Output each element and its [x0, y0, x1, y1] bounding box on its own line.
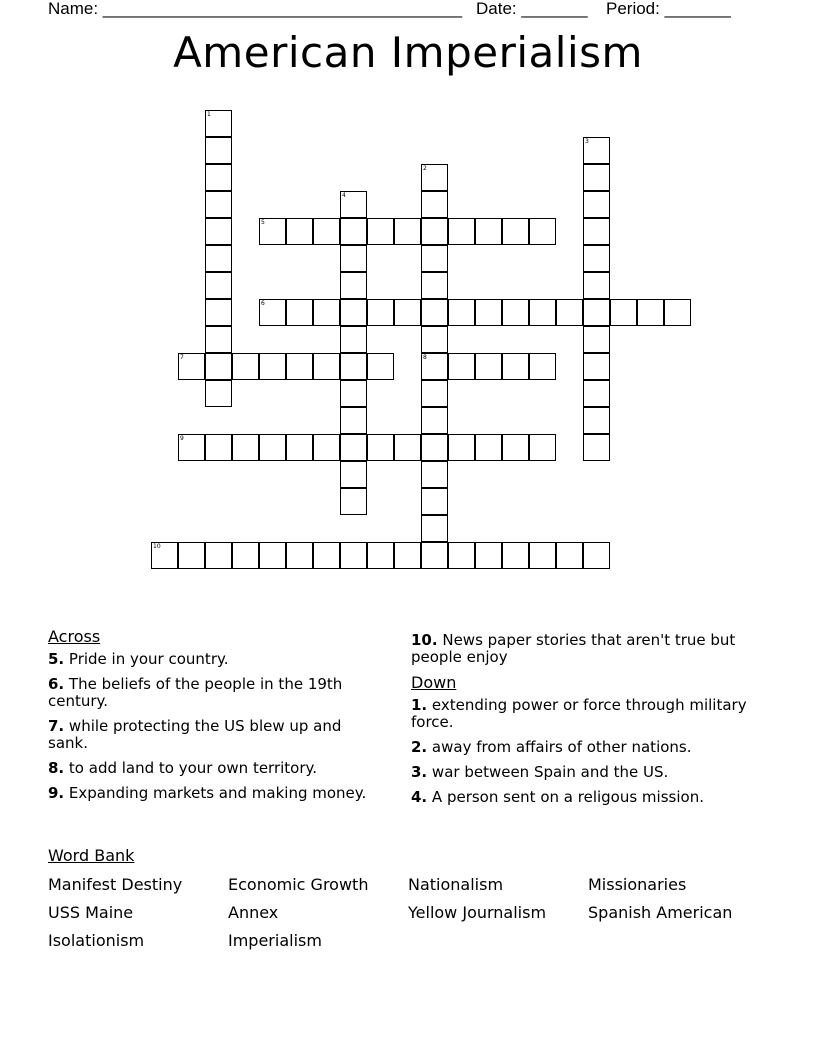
crossword-cell[interactable]	[286, 353, 313, 380]
crossword-cell[interactable]	[421, 218, 448, 245]
crossword-cell[interactable]	[448, 434, 475, 461]
crossword-cell[interactable]	[340, 299, 367, 326]
crossword-cell[interactable]	[502, 218, 529, 245]
crossword-cell[interactable]	[583, 434, 610, 461]
crossword-cell[interactable]	[475, 353, 502, 380]
crossword-cell[interactable]	[448, 299, 475, 326]
crossword-cell[interactable]	[529, 542, 556, 569]
crossword-cell[interactable]	[286, 299, 313, 326]
clue-across-7: 7. while protecting the US blew up and sank.	[48, 717, 342, 752]
crossword-cell[interactable]	[664, 299, 691, 326]
crossword-cell[interactable]	[583, 380, 610, 407]
crossword-cell[interactable]	[340, 353, 367, 380]
crossword-cell[interactable]	[367, 542, 394, 569]
crossword-cell[interactable]	[178, 542, 205, 569]
crossword-cell[interactable]	[421, 515, 448, 542]
down-heading: Down	[411, 673, 457, 692]
crossword-cell[interactable]	[583, 407, 610, 434]
crossword-cell[interactable]	[637, 299, 664, 326]
crossword-cell[interactable]	[529, 434, 556, 461]
word-bank-item: Manifest Destiny	[48, 875, 183, 894]
clue-down-1: 1. extending power or force through military force.	[411, 696, 747, 731]
crossword-cell[interactable]	[475, 299, 502, 326]
crossword-cell[interactable]	[583, 353, 610, 380]
crossword-cell[interactable]	[205, 542, 232, 569]
word-bank	[48, 846, 768, 950]
crossword-cell[interactable]	[313, 218, 340, 245]
word-bank-item: Missionaries	[588, 875, 687, 894]
crossword-cell[interactable]	[205, 380, 232, 407]
crossword-cell[interactable]	[421, 326, 448, 353]
crossword-cell[interactable]	[421, 191, 448, 218]
clue-down-4: 4. A person sent on a religous mission.	[411, 788, 704, 806]
crossword-cell[interactable]	[421, 407, 448, 434]
crossword-cell[interactable]	[259, 299, 286, 326]
crossword-cell[interactable]	[583, 218, 610, 245]
down-clues	[411, 632, 771, 814]
crossword-cell[interactable]	[421, 272, 448, 299]
crossword-cell[interactable]	[583, 137, 610, 164]
date-field-label: Date: _______	[476, 0, 588, 18]
crossword-cell[interactable]	[340, 245, 367, 272]
crossword-cell[interactable]	[313, 299, 340, 326]
crossword-cell[interactable]	[340, 434, 367, 461]
crossword-cell[interactable]	[205, 137, 232, 164]
clue-number: 7	[180, 354, 184, 361]
crossword-cell[interactable]	[340, 272, 367, 299]
crossword-cell[interactable]	[232, 434, 259, 461]
word-bank-item: Nationalism	[408, 875, 504, 894]
period-field-label: Period: _______	[606, 0, 731, 18]
crossword-cell[interactable]	[367, 353, 394, 380]
crossword-cell[interactable]	[421, 245, 448, 272]
crossword-cell[interactable]	[259, 353, 286, 380]
crossword-cell[interactable]	[394, 434, 421, 461]
clue-number: 10	[153, 543, 161, 550]
crossword-cell[interactable]	[259, 218, 286, 245]
crossword-cell[interactable]	[313, 353, 340, 380]
clue-across-9: 9. Expanding markets and making money.	[48, 784, 367, 802]
crossword-cell[interactable]	[340, 191, 367, 218]
crossword-cell[interactable]	[367, 434, 394, 461]
clue-number: 1	[207, 111, 211, 118]
word-bank-item: Annex	[228, 903, 279, 922]
crossword-cell[interactable]	[205, 434, 232, 461]
clue-number: 3	[585, 138, 589, 145]
crossword-cell[interactable]	[421, 299, 448, 326]
crossword-cell[interactable]	[448, 218, 475, 245]
word-bank-item: Spanish American	[588, 903, 733, 922]
crossword-cell[interactable]	[205, 272, 232, 299]
crossword-cell[interactable]	[340, 407, 367, 434]
crossword-cell[interactable]	[205, 164, 232, 191]
crossword-cell[interactable]	[367, 218, 394, 245]
crossword-cell[interactable]	[556, 299, 583, 326]
crossword-cell[interactable]	[583, 164, 610, 191]
page-title: American Imperialism	[173, 28, 643, 77]
clue-across-5: 5. Pride in your country.	[48, 650, 229, 668]
clue-number: 9	[180, 435, 184, 442]
crossword-cell[interactable]	[178, 353, 205, 380]
word-bank-heading: Word Bank	[48, 846, 135, 865]
clue-across-6: 6. The beliefs of the people in the 19th century.	[48, 675, 343, 710]
crossword-cell[interactable]	[205, 191, 232, 218]
crossword-cell[interactable]	[529, 299, 556, 326]
crossword-cell[interactable]	[205, 353, 232, 380]
crossword-cell[interactable]	[421, 488, 448, 515]
crossword-cell[interactable]	[556, 542, 583, 569]
clue-down-3: 3. war between Spain and the US.	[411, 763, 669, 781]
crossword-cell[interactable]	[340, 326, 367, 353]
crossword-cell[interactable]	[610, 299, 637, 326]
crossword-cell[interactable]	[259, 542, 286, 569]
clue-number: 8	[423, 354, 427, 361]
clue-across-10: 10. News paper stories that aren't true but people enjoy	[411, 631, 736, 666]
crossword-cell[interactable]	[583, 191, 610, 218]
crossword-cell[interactable]	[259, 434, 286, 461]
crossword-cell[interactable]	[394, 218, 421, 245]
word-bank-item: Isolationism	[48, 931, 145, 950]
crossword-cell[interactable]	[583, 299, 610, 326]
crossword-cell[interactable]	[529, 353, 556, 380]
clue-across-8: 8. to add land to your own territory.	[48, 759, 318, 777]
across-clues	[48, 628, 378, 810]
crossword-cell[interactable]	[340, 218, 367, 245]
word-bank-item: Yellow Journalism	[408, 903, 547, 922]
crossword-cell[interactable]	[178, 434, 205, 461]
crossword-cell[interactable]	[475, 218, 502, 245]
crossword-cell[interactable]	[205, 110, 232, 137]
clue-number: 6	[261, 300, 265, 307]
crossword-cell[interactable]	[205, 299, 232, 326]
clue-number: 2	[423, 165, 427, 172]
crossword-cell[interactable]	[502, 299, 529, 326]
word-bank-item: Imperialism	[228, 931, 322, 950]
crossword-cell[interactable]	[583, 272, 610, 299]
crossword-cell[interactable]	[367, 299, 394, 326]
word-bank-list	[48, 875, 768, 950]
crossword-cell[interactable]	[286, 434, 313, 461]
crossword-cell[interactable]	[529, 218, 556, 245]
crossword-cell[interactable]	[205, 245, 232, 272]
word-bank-item: Economic Growth	[228, 875, 369, 894]
crossword-cell[interactable]	[394, 299, 421, 326]
clue-number: 5	[261, 219, 265, 226]
crossword-cell[interactable]	[205, 326, 232, 353]
across-heading: Across	[48, 627, 101, 646]
crossword-cell[interactable]	[475, 434, 502, 461]
crossword-cell[interactable]	[583, 245, 610, 272]
crossword-cell[interactable]	[313, 542, 340, 569]
crossword-cell[interactable]	[475, 542, 502, 569]
crossword-cell[interactable]	[421, 353, 448, 380]
crossword-cell[interactable]	[421, 164, 448, 191]
clue-number: 4	[342, 192, 346, 199]
name-field-label: Name: ______________________________________	[48, 0, 463, 18]
crossword-cell[interactable]	[502, 542, 529, 569]
crossword-cell[interactable]	[340, 488, 367, 515]
word-bank-item: USS Maine	[48, 903, 134, 922]
crossword-cell[interactable]	[232, 353, 259, 380]
crossword-cell[interactable]	[340, 380, 367, 407]
crossword-cell[interactable]	[340, 461, 367, 488]
crossword-cell[interactable]	[313, 434, 340, 461]
crossword-cell[interactable]	[448, 353, 475, 380]
crossword-cell[interactable]	[502, 353, 529, 380]
crossword-cell[interactable]	[286, 218, 313, 245]
crossword-cell[interactable]	[232, 542, 259, 569]
crossword-cell[interactable]	[583, 326, 610, 353]
crossword-cell[interactable]	[502, 434, 529, 461]
crossword-cell[interactable]	[421, 380, 448, 407]
crossword-cell[interactable]	[394, 542, 421, 569]
clue-down-2: 2. away from affairs of other nations.	[411, 738, 692, 756]
crossword-cell[interactable]	[583, 542, 610, 569]
crossword-cell[interactable]	[205, 218, 232, 245]
crossword-cell[interactable]	[421, 434, 448, 461]
crossword-cell[interactable]	[421, 542, 448, 569]
crossword-cell[interactable]	[286, 542, 313, 569]
crossword-cell[interactable]	[340, 542, 367, 569]
crossword-cell[interactable]	[448, 542, 475, 569]
crossword-cell[interactable]	[421, 461, 448, 488]
crossword-cell[interactable]	[151, 542, 178, 569]
